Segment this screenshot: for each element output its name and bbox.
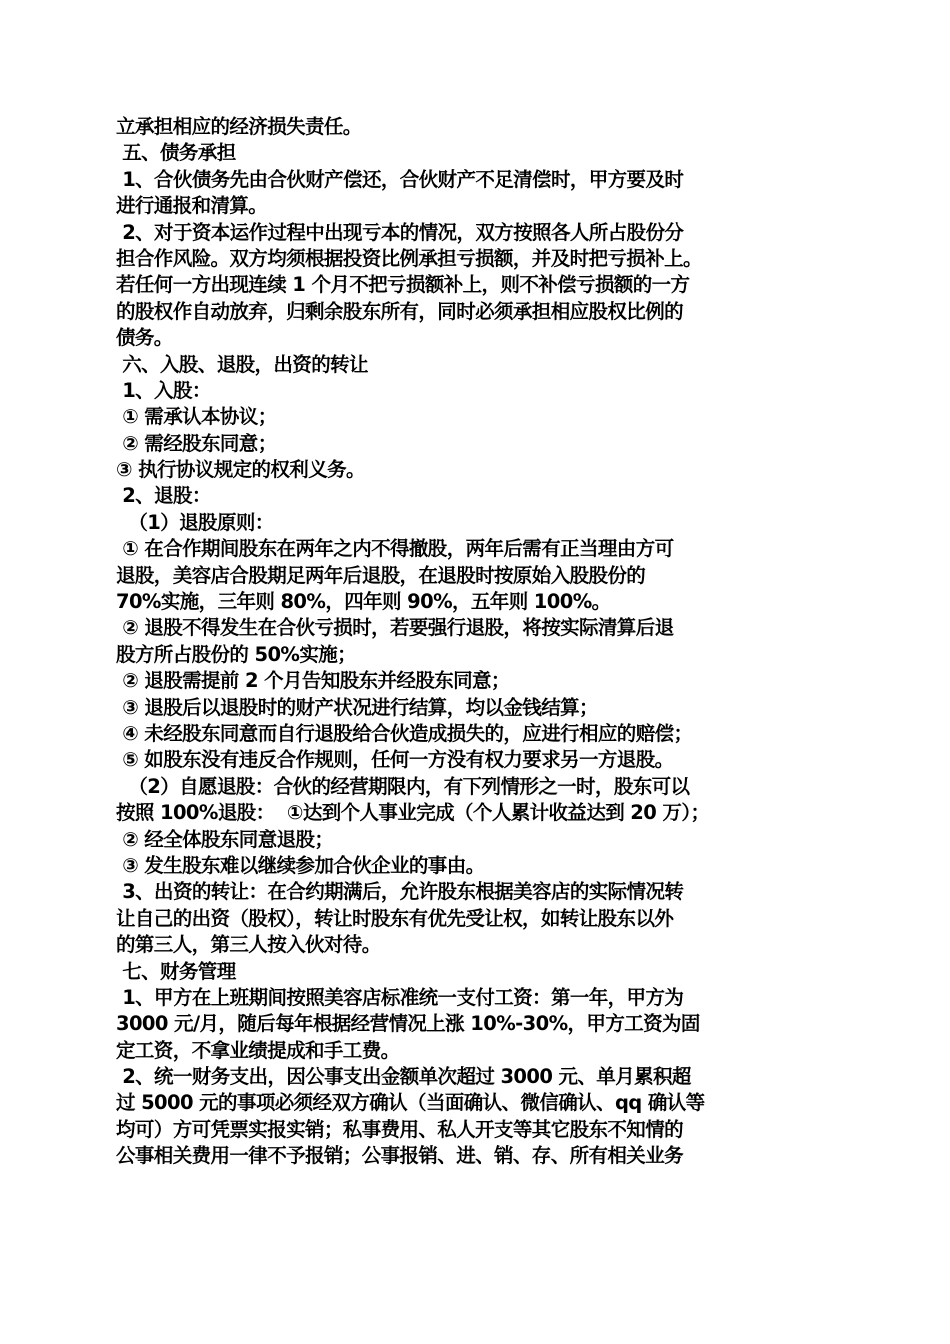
list-item: ③ 退股后以退股时的财产状况进行结算，均以金钱结算； bbox=[116, 695, 598, 719]
list-item: ② 退股不得发生在合伙亏损时，若要强行退股，将按实际清算后退 bbox=[116, 616, 674, 640]
list-item: ② 经全体股东同意退股； bbox=[116, 827, 334, 851]
list-item: ④ 未经股东同意而自行退股给合伙造成损失的，应进行相应的赔偿； bbox=[116, 721, 693, 745]
text-line: 过 5000 元的事项必须经双方确认（当面确认、微信确认、qq 确认等 bbox=[116, 1091, 705, 1115]
text-line: 按照 100%退股： ①达到个人事业完成（个人累计收益达到 20 万）； bbox=[116, 801, 710, 825]
text-line: 定工资，不拿业绩提成和手工费。 bbox=[116, 1038, 400, 1062]
text-line: 2、退股： bbox=[116, 484, 211, 508]
text-line: 让自己的出资（股权），转让时股东有优先受让权，如转让股东以外 bbox=[116, 906, 674, 930]
text-line: 2、统一财务支出，因公事支出金额单次超过 3000 元、单月累积超 bbox=[116, 1065, 691, 1089]
text-line: 3000 元/月，随后每年根据经营情况上涨 10%-30%，甲方工资为固 bbox=[116, 1012, 700, 1036]
section-heading: 五、债务承担 bbox=[116, 141, 236, 165]
list-item: ③ 执行协议规定的权利义务。 bbox=[116, 458, 365, 482]
text-line: 债务。 bbox=[116, 326, 173, 350]
list-item: ① 需承认本协议； bbox=[116, 405, 277, 429]
text-line: 退股，美容店合股期足两年后退股，在退股时按原始入股股份的 bbox=[116, 563, 646, 587]
text-line: （2）自愿退股：合伙的经营期限内，有下列情形之一时，股东可以 bbox=[116, 774, 690, 798]
list-item: ① 在合作期间股东在两年之内不得撤股，两年后需有正当理由方可 bbox=[116, 537, 674, 561]
text-line: 进行通报和清算。 bbox=[116, 194, 268, 218]
list-item: ② 需经股东同意； bbox=[116, 431, 277, 455]
text-line: 1、合伙债务先由合伙财产偿还，合伙财产不足清偿时，甲方要及时 bbox=[116, 167, 684, 191]
text-line: 的第三人，第三人按入伙对待。 bbox=[116, 933, 381, 957]
text-line: 立承担相应的经济损失责任。 bbox=[116, 115, 362, 138]
text-line: 若任何一方出现连续 1 个月不把亏损额补上，则不补偿亏损额的一方 bbox=[116, 273, 690, 297]
text-line: 3、出资的转让：在合约期满后，允许股东根据美容店的实际情况转 bbox=[116, 880, 684, 904]
text-line: 70%实施，三年则 80%，四年则 90%，五年则 100%。 bbox=[116, 590, 611, 614]
text-line: 2、对于资本运作过程中出现亏本的情况，双方按照各人所占股份分 bbox=[116, 220, 684, 244]
text-line: 1、入股： bbox=[116, 378, 211, 402]
section-heading: 六、入股、退股，出资的转让 bbox=[116, 352, 368, 376]
document-body bbox=[116, 114, 838, 1170]
list-item: ③ 发生股东难以继续参加合伙企业的事由。 bbox=[116, 853, 485, 877]
text-line: 的股权作自动放弃，归剩余股东所有，同时必须承担相应股权比例的 bbox=[116, 299, 684, 323]
text-line: 均可）方可凭票实报实销；私事费用、私人开支等其它股东不知情的 bbox=[116, 1117, 684, 1141]
text-line: 公事相关费用一律不予报销；公事报销、进、销、存、所有相关业务 bbox=[116, 1144, 684, 1168]
text-line: （1）退股原则： bbox=[116, 510, 274, 534]
list-item: ② 退股需提前 2 个月告知股东并经股东同意； bbox=[116, 669, 510, 693]
text-line: 担合作风险。双方均须根据投资比例承担亏损额，并及时把亏损补上。 bbox=[116, 246, 702, 270]
list-item: ⑤ 如股东没有违反合作规则，任何一方没有权力要求另一方退股。 bbox=[116, 748, 674, 772]
text-line: 股方所占股份的 50%实施； bbox=[116, 642, 357, 666]
section-heading: 七、财务管理 bbox=[116, 959, 236, 983]
text-line: 1、甲方在上班期间按照美容店标准统一支付工资：第一年，甲方为 bbox=[116, 985, 684, 1009]
